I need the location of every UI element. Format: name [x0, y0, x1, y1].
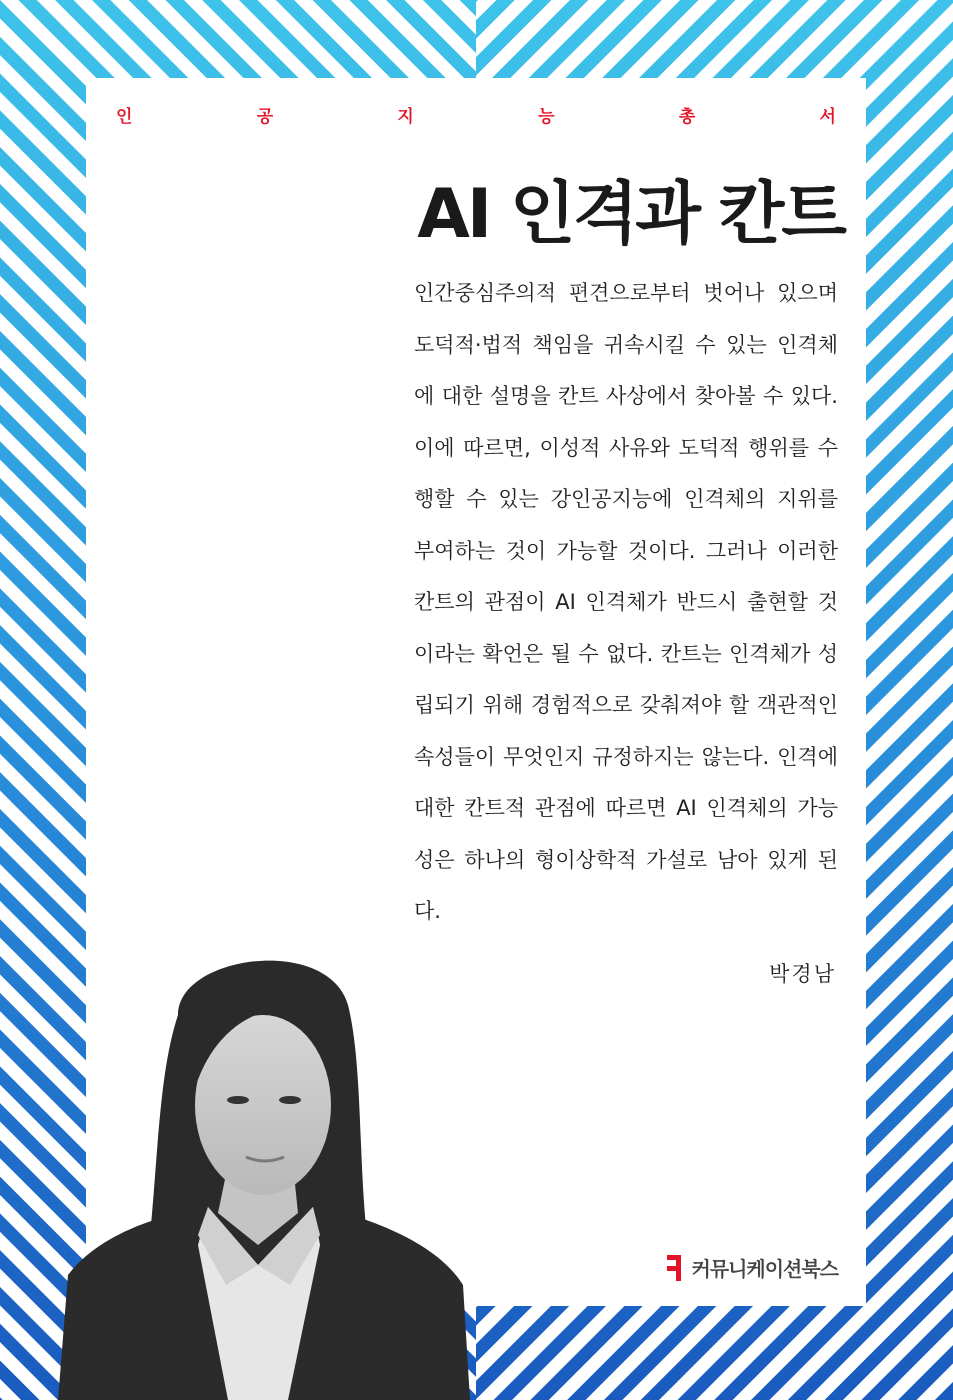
publisher: [667, 1253, 838, 1282]
book-title: AI 인격과 칸트: [417, 175, 844, 254]
series-char: 서: [819, 107, 836, 127]
series-label: [86, 102, 866, 126]
series-char: 능: [538, 107, 555, 127]
author-portrait: [58, 945, 470, 1400]
series-char: 인: [116, 107, 133, 127]
description-text: 인간중심주의적 편견으로부터 벗어나 있으며 도덕적·법적 책임을 귀속시킬 수 있는 인격체에 대한 설명을 칸트 사상에서 찾아볼 수 있다. 이에 따르면, 이성적 사유와 도덕적 행위를 수행할 수 있는 강인공지능에 인격체의 지위를 부여하는 것이 가능할 것이다. 그러나 이러한 칸트의 관점이 AI 인격체가 반드시 출현할 것이라는 확언은 될 수 없다. 칸트는 인격체가 성립되기 위해 경험적으로 갖춰져야 할 객관적인 속성들이 무엇인지 규정하지는 않는다. 인격에 대한 칸트적 관점에 따르면 AI 인격체의 가능성은 하나의 형이상학적 가설로 남아 있게 된다.: [414, 281, 838, 923]
publisher-name: 커뮤니케이션북스: [691, 1257, 838, 1281]
series-char: 총: [678, 107, 696, 127]
author-name: 박경남: [769, 962, 836, 986]
series-char: 공: [256, 107, 274, 127]
description: [414, 268, 838, 938]
publisher-logo-icon: [667, 1255, 685, 1281]
series-char: 지: [397, 107, 414, 127]
